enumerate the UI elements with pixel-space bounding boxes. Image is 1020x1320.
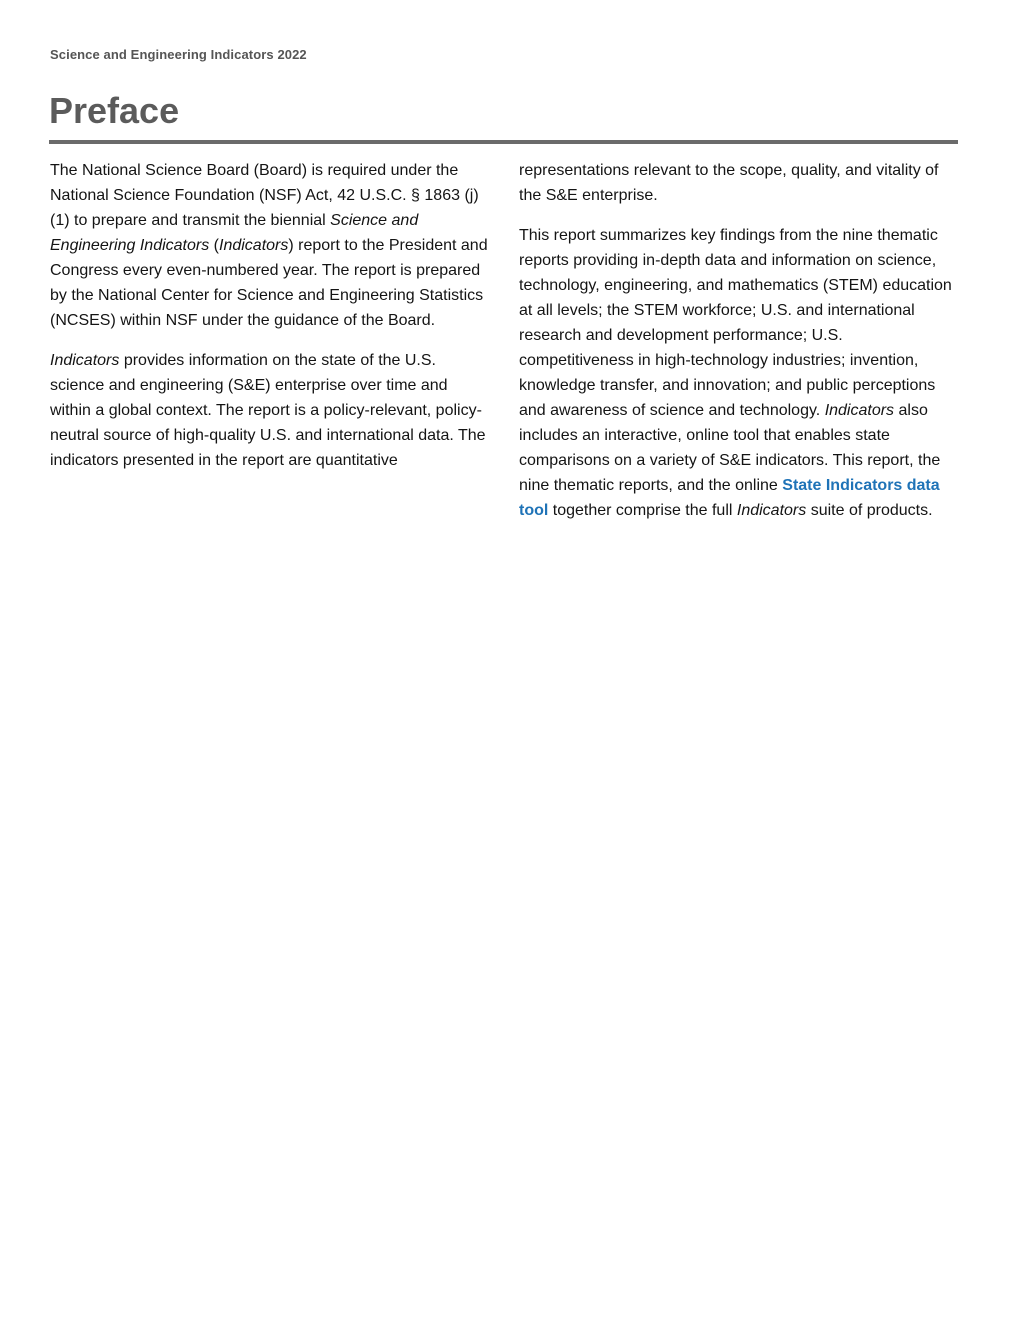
text-run: ) report to the President and Congress every even-numbered year. The report is prepared by the National Center for Science and Engineering Statistics (NCSES) within NSF under the guidance of the Board. [50,237,488,329]
left-column [50,158,490,488]
text-run: also includes an interactive, online tool that enables state comparisons on a variety of S&E indicators. This report, the nine thematic reports, and the online [519,402,941,494]
report-short-name-italic: Indicators [50,352,120,369]
paragraph-purpose [50,348,490,473]
text-run: together comprise the full [548,502,737,519]
text-run: The National Science Board (Board) is required under the National Science Foundation (NSF) Act, 42 U.S.C. § 1863 (j)(1) to prepare and transmit the biennial [50,162,479,229]
right-column [519,158,959,538]
state-indicators-data-tool-link[interactable]: State Indicators data tool [519,477,940,519]
report-title-italic: Science and Engineering Indicators [50,212,419,254]
paragraph-summary [519,223,959,523]
text-run: provides information on the state of the U.S. science and engineering (S&E) enterprise over time and within a global context. The report is a policy-relevant, policy-neutral source of high-quality U.S. and international data. The indicators presented in the report are quantitative [50,352,486,469]
text-run: This report summarizes key findings from the nine thematic reports providing in-depth data and information on science, technology, engineering, and mathematics (STEM) education at all levels; the STEM workforce; U.S. and international research and development performance; U.S. competitiveness in high-technology industries; invention, knowledge transfer, and innovation; and public perceptions and awareness of science and technology. [519,227,952,419]
page-title: Preface [49,90,180,131]
report-short-name-italic: Indicators [736,502,807,519]
running-header: Science and Engineering Indicators 2022 [50,47,307,62]
text-run: representations relevant to the scope, quality, and vitality of the S&E enterprise. [519,162,939,204]
paragraph-mandate [50,158,490,333]
report-short-name-italic: Indicators [824,402,895,419]
title-divider [49,140,958,144]
paragraph-purpose-continued [519,158,959,208]
text-run: suite of products. [806,502,933,519]
report-short-name-italic: Indicators [219,237,289,254]
text-run: ( [209,237,219,254]
